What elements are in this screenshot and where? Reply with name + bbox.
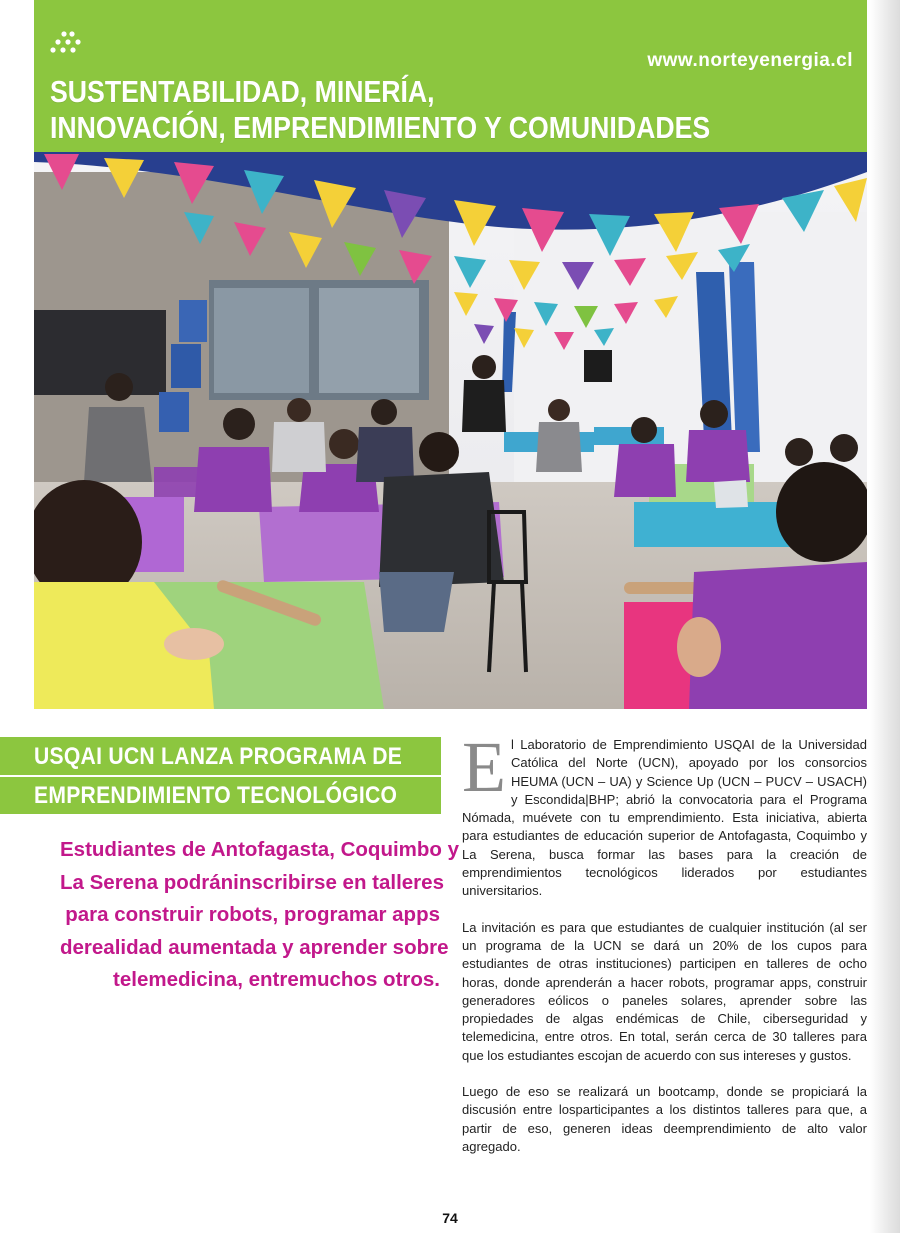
article-photo bbox=[34, 152, 867, 709]
subhead-line: La Serena podráninscribirse en talleres bbox=[60, 870, 444, 894]
site-url-link[interactable]: www.norteyenergia.cl bbox=[647, 50, 853, 71]
subhead-line: derealidad aumentada y aprender sobre bbox=[60, 935, 449, 959]
page-edge-shadow bbox=[870, 0, 900, 1233]
headline-line-2: EMPRENDIMIENTO TECNOLÓGICO bbox=[0, 777, 441, 814]
article-paragraph-3: Luego de eso se realizará un bootcamp, donde se propiciará la discusión entre losparticipantes a los distintos talleres para que, a partir de eso, generen ideas deemprendimiento de alto valor agregado. bbox=[462, 1084, 867, 1154]
headline-line-1: USQAI UCN LANZA PROGRAMA DE bbox=[0, 737, 441, 775]
subhead-line: telemedicina, entremuchos otros. bbox=[113, 968, 440, 991]
article-paragraph-2: La invitación es para que estudiantes de cualquier institución (al ser un programa de la UCN se dará un 20% de los cupos para estudiantes de otras instituciones) participen en talleres de ocho horas, donde aprenderán a hacer robots, programar apps, construir generadores eólicos o paneles solares, aprender sobre las propiedades de algas endémicas de Chile, ciberseguridad y telemedicina, entre otros. En total, serán cerca de 30 talleres para que los estudiantes escojan de acuerdo con sus intereses y gustos. bbox=[462, 919, 867, 1063]
drop-cap: E bbox=[462, 727, 506, 807]
paragraph-1-text: l Laboratorio de Emprendimiento USQAI de la Universidad Católica del Norte (UCN), apoyado por los consorcios HEUMA (UCN – UA) y Science Up (UCN – PUCV – USACH) y Escondida|BHP; abrió la convocatoria para el Programa Nómada, muévete con tu emprendimiento. Esta iniciativa, abierta para estudiantes de educación superior de Antofagasta, Coquimbo y La Serena, busca formar las bases para la creación de emprendimientos tecnológicos liderados por estudiantes universitarios. bbox=[462, 737, 867, 899]
article-body bbox=[462, 727, 867, 1174]
article-subheading bbox=[60, 834, 460, 997]
article-paragraph-1 bbox=[462, 727, 867, 901]
page-number: 74 bbox=[442, 1210, 458, 1226]
section-title-line-1: SUSTENTABILIDAD, MINERÍA, bbox=[50, 74, 435, 109]
section-title-line-2: INNOVACIÓN, EMPRENDIMIENTO Y COMUNIDADES bbox=[50, 110, 711, 145]
subhead-line: para construir robots, programar apps bbox=[65, 903, 440, 926]
section-title bbox=[50, 74, 710, 146]
logo-dots-icon bbox=[50, 30, 84, 54]
subhead-line: Estudiantes de Antofagasta, Coquimbo y bbox=[60, 838, 460, 861]
header-banner bbox=[34, 0, 867, 152]
